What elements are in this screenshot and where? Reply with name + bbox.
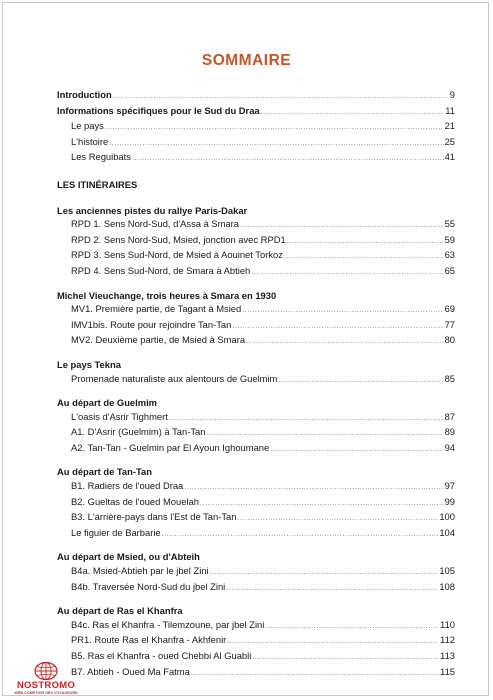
dot-leader: [226, 582, 438, 596]
toc-entry-label: Promenade naturaliste aux alentours de Guelmim: [71, 372, 278, 384]
toc-entry-page: 41: [444, 151, 455, 163]
toc-entry-page: 89: [444, 426, 455, 438]
dot-leader: [210, 566, 439, 580]
dot-leader: [246, 335, 444, 349]
dot-leader: [200, 497, 444, 511]
toc-entry[interactable]: [57, 264, 455, 280]
dot-leader: [191, 667, 439, 681]
dot-leader: [105, 121, 444, 135]
toc-entry-label: B3. L'arrière-pays dans l'Est de Tan-Tan: [71, 511, 237, 523]
toc-entry[interactable]: [57, 333, 455, 349]
toc-entry[interactable]: [57, 495, 455, 511]
publisher-logo: [4, 661, 88, 695]
dot-leader: [227, 635, 439, 649]
toc-entry-page: 69: [444, 303, 455, 315]
toc-entry[interactable]: [57, 217, 455, 233]
toc-entry-label: RPD 2. Sens Nord-Sud, Msied, jonction avec RPD1: [71, 233, 286, 245]
toc-entry[interactable]: [57, 119, 455, 135]
toc-entry-label: RPD 1. Sens Nord-Sud, d'Assa à Smara: [71, 218, 240, 230]
toc-entry[interactable]: [57, 665, 455, 681]
dot-leader: [242, 304, 443, 318]
toc-entry[interactable]: [57, 248, 455, 264]
toc-entry-page: 25: [444, 135, 455, 147]
toc-entry[interactable]: [57, 302, 455, 318]
toc-entry-label: Le pays: [71, 120, 104, 132]
itineraries-heading: LES ITINÉRAIRES: [57, 178, 138, 190]
toc-entry-page: 55: [444, 218, 455, 230]
dot-leader: [206, 427, 443, 441]
toc-entry-page: 65: [444, 264, 455, 276]
toc-entry[interactable]: [57, 441, 455, 457]
toc-entry-label: L'histoire: [71, 135, 109, 147]
toc-entry[interactable]: [57, 318, 455, 334]
toc-entry[interactable]: [57, 233, 455, 249]
toc-entry-label: MV2. Deuxième partie, de Msied à Smara: [71, 334, 246, 346]
toc-entry-label: B7. Abtieh - Oued Ma Fatma: [71, 665, 190, 677]
dot-leader: [237, 512, 438, 526]
toc-entry-label: Le figuier de Barbarie: [71, 526, 161, 538]
toc-entry[interactable]: [57, 618, 455, 634]
section-heading: Au départ de Guelmim: [57, 397, 158, 409]
toc-entry-page: 100: [439, 511, 455, 523]
toc-entry-page: 110: [440, 618, 455, 630]
toc-entry-page: 59: [444, 233, 455, 245]
toc-entry[interactable]: [57, 425, 455, 441]
table-of-contents: [57, 88, 455, 680]
dot-leader: [113, 90, 449, 104]
dot-leader: [265, 620, 439, 634]
toc-entry-label: B5. Ras el Khanfra - oued Chebbi Al Guabli: [71, 650, 252, 661]
toc-entry[interactable]: [57, 649, 455, 665]
dot-leader: [232, 320, 443, 334]
toc-entry-page: 77: [444, 318, 455, 330]
toc-entry-label: B2. Gueltas de l'oued Mouelah: [71, 495, 199, 507]
section-heading: Au départ de Msied, ou d'Abteih: [57, 551, 200, 563]
toc-entry[interactable]: [57, 150, 455, 166]
dot-leader: [109, 137, 443, 151]
dot-leader: [261, 106, 445, 120]
toc-entry-page: 21: [444, 120, 455, 132]
section-heading: Au départ de Tan-Tan: [57, 466, 152, 478]
toc-entry[interactable]: [57, 372, 455, 388]
toc-entry-page: 97: [444, 480, 455, 492]
toc-entry-page: 105: [439, 565, 455, 577]
toc-entry-label: PR1. Route Ras el Khanfra - Akhfenir: [71, 634, 227, 646]
section-heading: Michel Vieuchange, trois heures à Smara en 1930: [57, 289, 277, 301]
dot-leader: [162, 528, 439, 542]
dot-leader: [169, 412, 444, 426]
toc-entry-page: 85: [444, 372, 455, 384]
toc-entry-label: B4a. Msied-Abtieh par le jbel Zini: [71, 565, 209, 577]
toc-entry[interactable]: [57, 88, 455, 104]
page-title: SOMMAIRE: [201, 52, 292, 69]
logo-tagline: WEB COMPTOIR DES VOYAGEURS: [14, 691, 78, 695]
toc-entry-page: 63: [444, 249, 455, 261]
logo-name: NOSTROMO: [16, 680, 76, 691]
dot-leader: [132, 152, 444, 166]
toc-entry[interactable]: [57, 479, 455, 495]
dot-leader: [184, 481, 443, 495]
toc-entry-page: 115: [440, 665, 455, 677]
dot-leader: [251, 266, 443, 280]
toc-entry-label: Informations spécifiques pour le Sud du Draa: [57, 104, 260, 116]
toc-entry-page: 9: [449, 89, 455, 100]
dot-leader: [278, 374, 443, 388]
toc-entry-label: IMV1bis. Route pour rejoindre Tan-Tan: [71, 318, 232, 330]
globe-icon: [33, 661, 59, 681]
toc-entry-label: B4c. Ras el Khanfra - Tilemzoune, par jbel Zini: [71, 618, 265, 630]
toc-entry-label: B1. Radiers de l'oued Draa: [71, 480, 184, 492]
toc-entry-page: 104: [439, 526, 455, 538]
dot-leader: [252, 651, 439, 665]
toc-entry-label: Les Reguibats: [71, 151, 131, 163]
toc-entry-label: Introduction: [57, 89, 112, 100]
dot-leader: [240, 219, 444, 233]
toc-entry-label: RPD 4. Sens Sud-Nord, de Smara à Abtieh: [71, 264, 251, 276]
toc-entry[interactable]: [57, 410, 455, 426]
toc-entry[interactable]: [57, 564, 455, 580]
toc-entry-page: 113: [440, 650, 455, 661]
toc-entry-label: A2. Tan-Tan - Guelmin par El Ayoun Ighoumane: [71, 441, 270, 453]
toc-entry-label: A1. D'Asrir (Guelmim) à Tan-Tan: [71, 426, 206, 438]
toc-entry-page: 99: [444, 495, 455, 507]
toc-entry[interactable]: [57, 526, 455, 542]
dot-leader: [270, 443, 443, 457]
toc-entry-page: 112: [440, 634, 455, 646]
toc-entry-label: B4b. Traversée Nord-Sud du jbel Zini: [71, 580, 226, 592]
toc-entry-label: RPD 3. Sens Sud-Nord, de Msied à Aouinet Torkoz: [71, 249, 283, 261]
toc-entry-label: L'oasis d'Asrir Tighmert: [71, 410, 168, 422]
dot-leader: [287, 235, 444, 249]
toc-entry-page: 87: [444, 410, 455, 422]
toc-entry-page: 80: [444, 334, 455, 346]
toc-entry-label: MV1. Première partie, de Tagant à Msied: [71, 303, 242, 315]
dot-leader: [284, 250, 444, 264]
toc-entry[interactable]: [57, 104, 455, 120]
toc-entry-page: 94: [444, 441, 455, 453]
toc-entry[interactable]: [57, 633, 455, 649]
section-heading: Le pays Tekna: [57, 358, 121, 370]
toc-entry-page: 108: [439, 580, 455, 592]
toc-entry[interactable]: [57, 510, 455, 526]
toc-entry[interactable]: [57, 135, 455, 151]
toc-entry[interactable]: [57, 580, 455, 596]
section-heading: Au départ de Ras el Khanfra: [57, 605, 183, 617]
toc-entry-page: 11: [445, 104, 455, 116]
section-heading: Les anciennes pistes du rallye Paris-Dakar: [57, 204, 248, 216]
